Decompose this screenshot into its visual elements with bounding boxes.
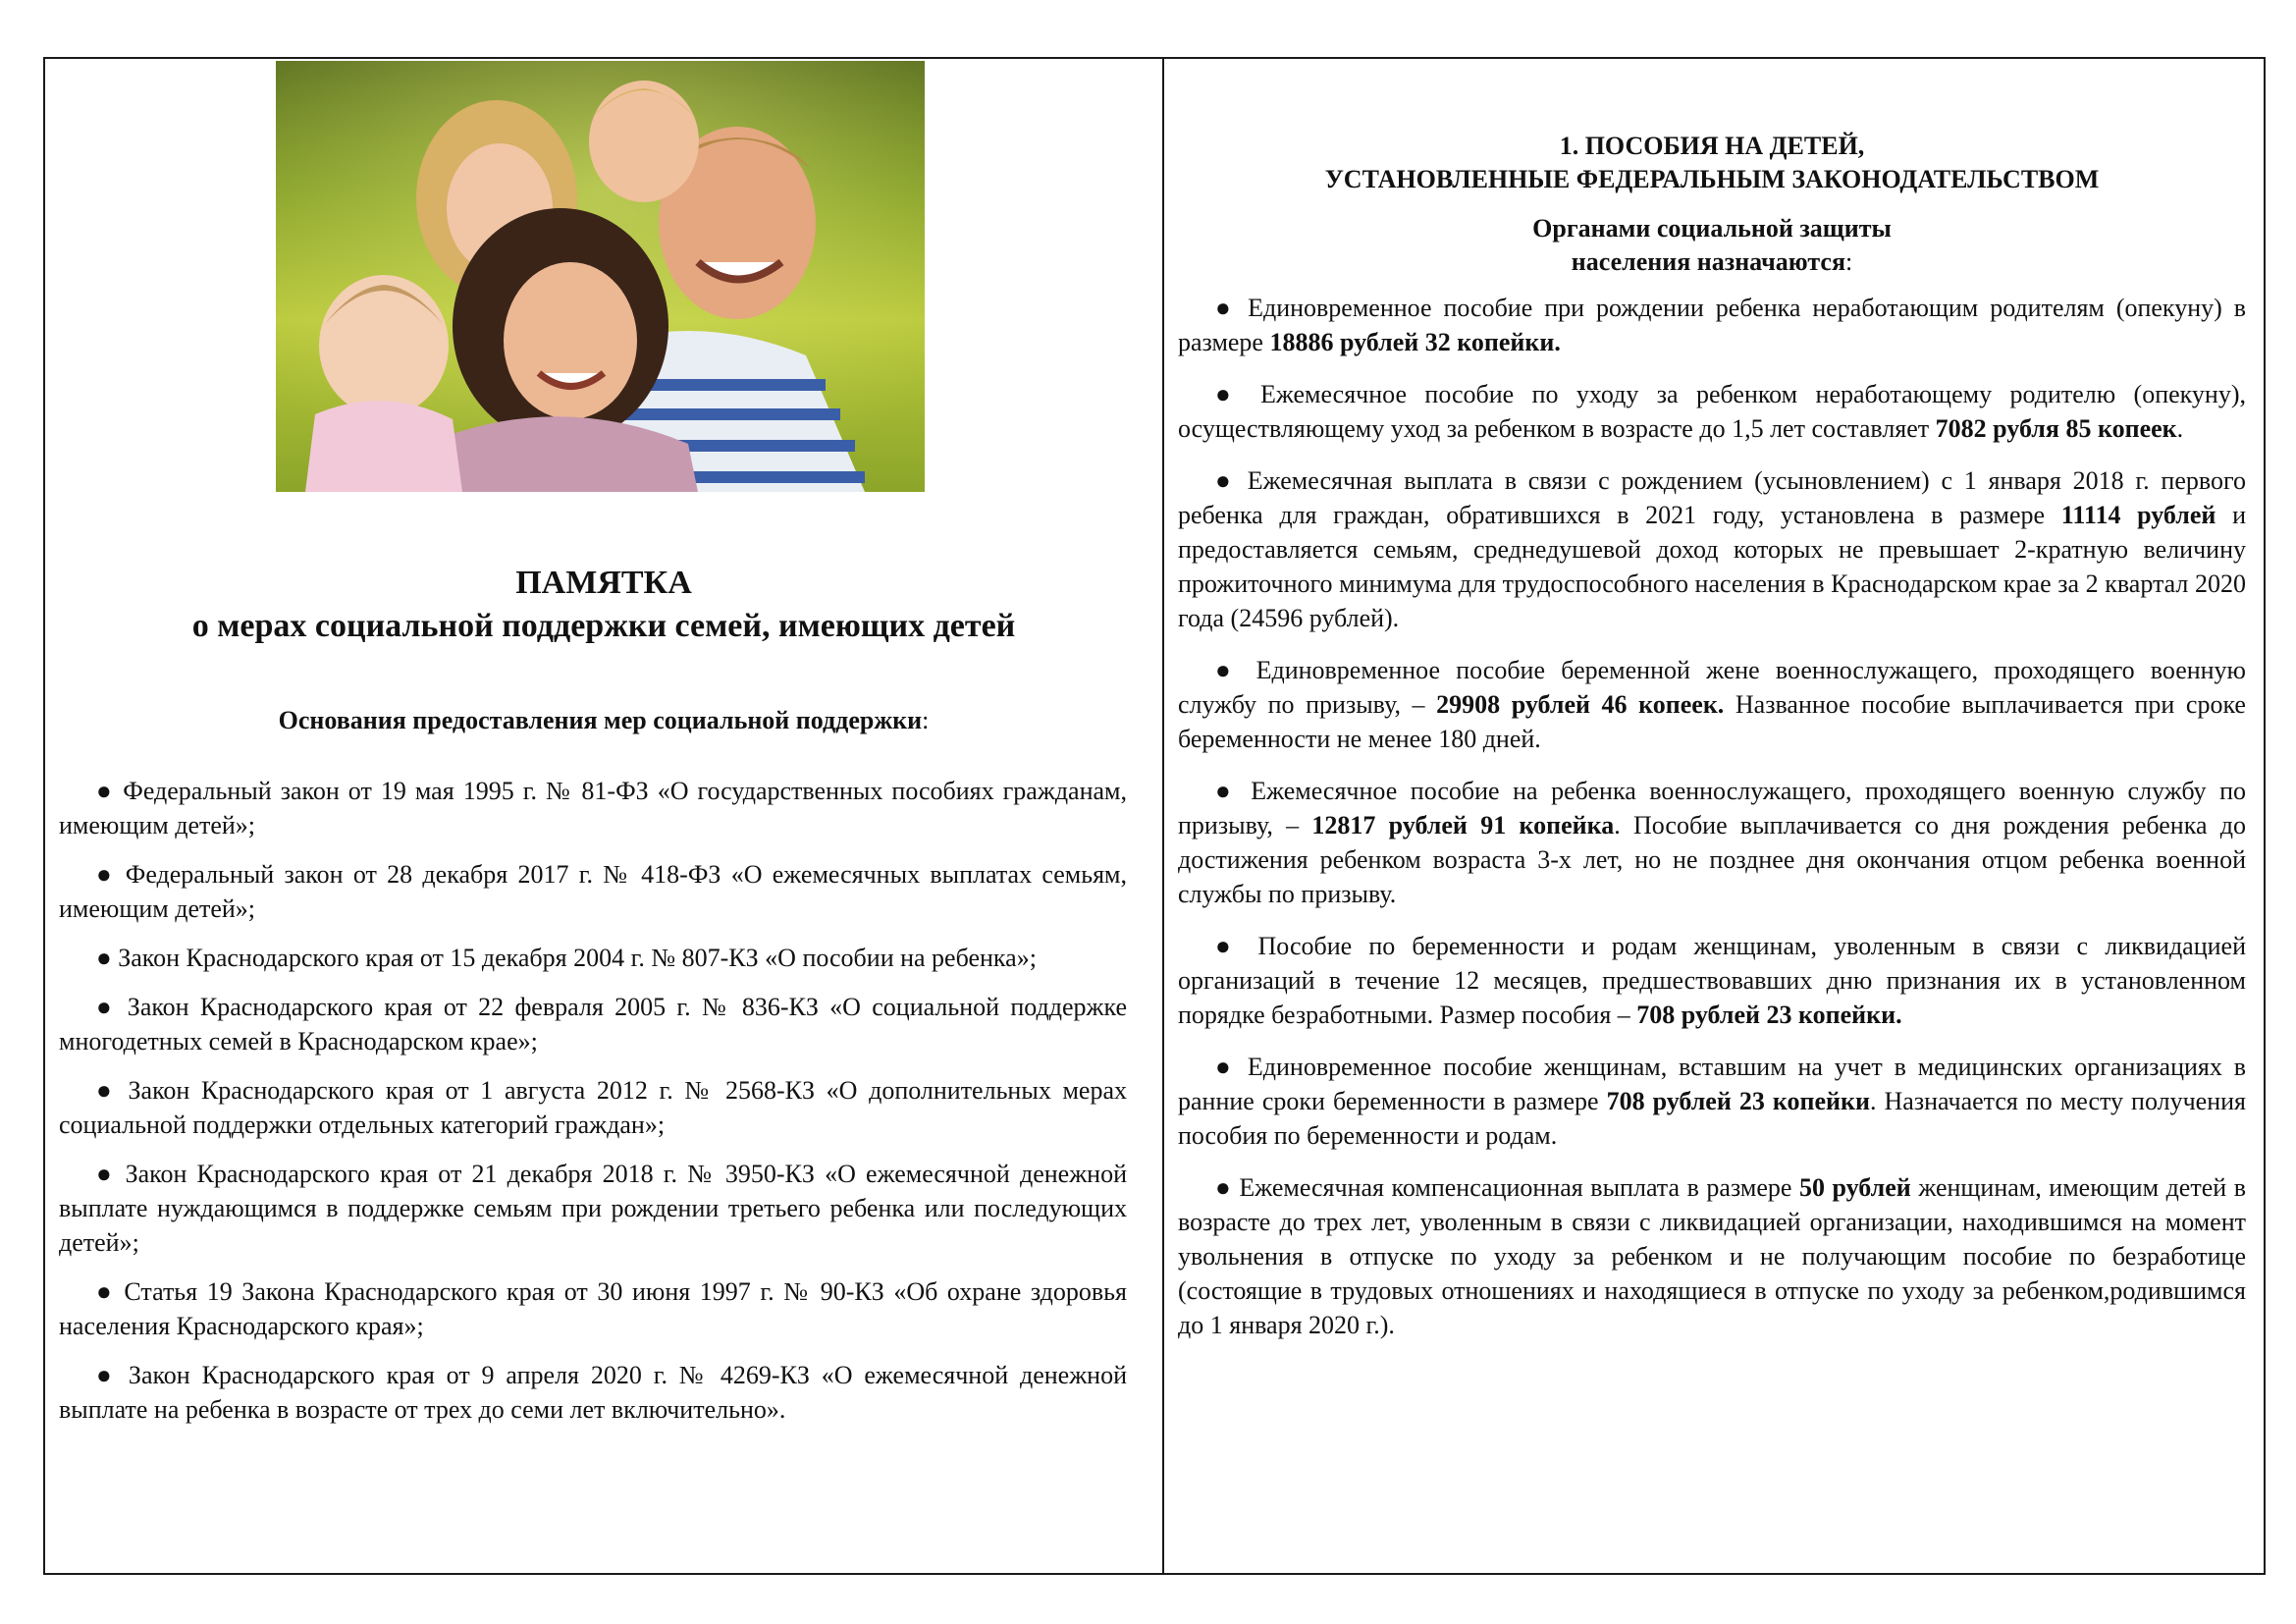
section-subtitle	[1178, 212, 2246, 279]
benefit-text: ● Единовременное пособие при рождении ребенка неработающим родителям (опекуну) в размере	[1178, 294, 2246, 356]
document-title: ПАМЯТКА	[515, 565, 692, 601]
legal-basis-item: ● Закон Краснодарского края от 22 февраля 2005 г. № 836-КЗ «О социальной поддержке многодетных семей в Краснодарском крае»;	[59, 993, 1127, 1056]
legal-basis-item: ● Закон Краснодарского края от 1 августа 2012 г. № 2568-КЗ «О дополнительных мерах социальной поддержки отдельных категорий граждан»;	[59, 1076, 1127, 1139]
legal-basis-item: ● Статья 19 Закона Краснодарского края от 30 июня 1997 г. № 90-КЗ «Об охране здоровья населения Краснодарского края»;	[59, 1277, 1127, 1340]
benefit-amount: 12817 рублей 91 копейка	[1311, 811, 1615, 839]
benefit-item	[1178, 1050, 2246, 1153]
benefit-text: ● Ежемесячная выплата в связи с рождением (усыновлением) с 1 января 2018 г. первого ребенка для граждан, обратившихся в 2021 году, установлена в размере	[1178, 466, 2246, 529]
section-title	[1178, 130, 2246, 196]
basis-heading-text: Основания предоставления мер социальной поддержки	[278, 706, 923, 734]
benefit-amount: 50 рублей	[1798, 1173, 1911, 1202]
basis-heading	[45, 704, 1162, 737]
benefit-text: ● Ежемесячное пособие на ребенка военнослужащего, проходящего военную службу по призыву, –	[1178, 777, 2246, 839]
legal-basis-item: ● Федеральный закон от 28 декабря 2017 г. № 418-ФЗ «О ежемесячных выплатах семьям, имеющим детей»;	[59, 860, 1127, 923]
legal-basis-item: ● Закон Краснодарского края от 21 декабря 2018 г. № 3950-КЗ «О ежемесячной денежной выплате нуждающимся в поддержке семьям при рождении третьего ребенка или последующих детей»;	[59, 1160, 1127, 1257]
family-photo-illustration	[276, 61, 925, 492]
benefit-text: ● Единовременное пособие женщинам, вставшим на учет в медицинских организациях в ранние сроки беременности в размере	[1178, 1053, 2246, 1115]
benefit-text: ● Ежемесячное пособие по уходу за ребенком неработающему родителю (опекуну), осуществляющему уход за ребенком в возрасте до 1,5 лет составляет	[1178, 380, 2246, 443]
benefit-text: ● Пособие по беременности и родам женщинам, уволенным в связи с ликвидацией организаций в течение 12 месяцев, предшествовавших дню признания их в установленном порядке безработными. Размер пособия –	[1178, 932, 2246, 1029]
benefit-text-after: женщинам, имеющим детей в возрасте до трех лет, уволенным в связи с ликвидацией организации, находившимся на момент увольнения в отпуске по уходу за ребенком и не получающим пособие по безработице (состоящие в трудовых отношениях и находящиеся в отпуске по уходу за ребенком,родившимся до 1 января 2020 г.).	[1178, 1173, 2247, 1339]
benefit-text-after: . Назначается по месту получения пособия по беременности и родам.	[1178, 1087, 2246, 1150]
section-subtitle-colon: :	[1845, 247, 1853, 276]
left-column	[45, 59, 1164, 1573]
benefit-text-after: .	[2176, 414, 2184, 443]
benefit-amount: 29908 рублей 46 копеек.	[1436, 690, 1725, 719]
benefit-item	[1178, 929, 2246, 1032]
document-subtitle: о мерах социальной поддержки семей, имеющих детей	[191, 608, 1016, 644]
right-column	[1164, 59, 2264, 1573]
benefit-amount: 7082 рубля 85 копеек	[1935, 414, 2177, 443]
legal-basis-item: ● Закон Краснодарского края от 15 декабря 2004 г. № 807-КЗ «О пособии на ребенка»;	[96, 944, 1037, 972]
benefit-text-after: Названное пособие выплачивается при сроке беременности не менее 180 дней.	[1178, 690, 2246, 753]
benefit-item	[1178, 1170, 2246, 1342]
legal-basis-item: ● Федеральный закон от 19 мая 1995 г. № 81-ФЗ «О государственных пособиях гражданам, имеющим детей»;	[59, 777, 1127, 839]
benefit-amount: 708 рублей 23 копейки.	[1636, 1001, 1902, 1029]
benefit-item	[1178, 377, 2246, 446]
benefit-text: ● Ежемесячная компенсационная выплата в размере	[1215, 1173, 1799, 1202]
benefit-item	[1178, 774, 2246, 911]
benefit-amount: 11114 рублей	[2060, 501, 2216, 529]
benefits-section	[1178, 130, 2246, 1360]
legal-basis-list	[59, 774, 1127, 1441]
section-subtitle-line-2: населения назначаются	[1571, 247, 1846, 276]
basis-heading-colon: :	[922, 706, 930, 734]
benefit-text: ● Единовременное пособие беременной жене военнослужащего, проходящего военную службу по призыву, –	[1178, 656, 2246, 719]
leaflet-sheet	[43, 57, 2266, 1575]
benefit-item	[1178, 653, 2246, 756]
benefit-amount: 18886 рублей 32 копейки.	[1269, 328, 1561, 356]
family-photo	[276, 61, 925, 492]
section-title-line-2: УСТАНОВЛЕННЫЕ ФЕДЕРАЛЬНЫМ ЗАКОНОДАТЕЛЬСТВОМ	[1324, 165, 2100, 193]
benefit-item	[1178, 463, 2246, 635]
benefit-item	[1178, 291, 2246, 359]
benefit-amount: 708 рублей 23 копейки	[1606, 1087, 1870, 1115]
section-subtitle-line-1: Органами социальной защиты	[1532, 214, 1892, 243]
benefit-text-after: . Пособие выплачивается со дня рождения ребенка до достижения ребенком возраста 3-х лет, но не позднее дня окончания отцом ребенка военной службы по призыву.	[1178, 811, 2246, 908]
section-title-line-1: 1. ПОСОБИЯ НА ДЕТЕЙ,	[1559, 132, 1865, 160]
legal-basis-item: ● Закон Краснодарского края от 9 апреля 2020 г. № 4269-КЗ «О ежемесячной денежной выплате на ребенка в возрасте от трех до семи лет включительно».	[59, 1361, 1127, 1424]
document-title-block	[45, 562, 1162, 648]
benefit-text-after: и предоставляется семьям, среднедушевой доход которых не превышает 2-кратную величину прожиточного минимума для трудоспособного населения в Краснодарском крае за 2 квартал 2020 года (24596 рублей).	[1178, 501, 2246, 632]
